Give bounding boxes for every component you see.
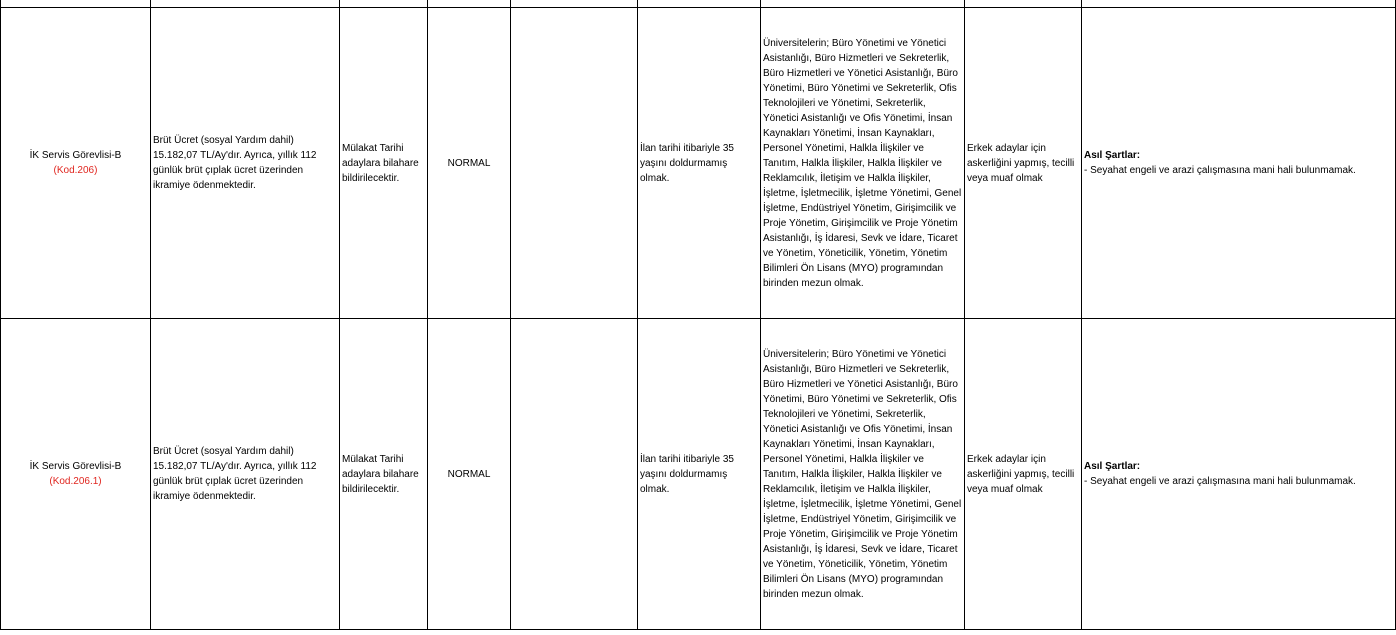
- cell-empty: [340, 0, 428, 8]
- conditions-title: Asıl Şartlar:: [1084, 461, 1141, 472]
- interview-cell: Mülakat Tarihi adaylara bilahare bildirilecektir.: [340, 8, 428, 319]
- empty-cell: [511, 319, 638, 630]
- age-cell: İlan tarihi itibariyle 35 yaşını doldurmamış olmak.: [638, 319, 761, 630]
- type-cell: NORMAL: [428, 8, 511, 319]
- conditions-text: - Seyahat engeli ve arazi çalışmasına mani hali bulunmamak.: [1084, 165, 1356, 176]
- position-code: (Kod.206.1): [49, 476, 102, 487]
- position-title: İK Servis Görevlisi-B: [29, 150, 122, 161]
- table-row: [1, 8, 1396, 319]
- conditions-title: Asıl Şartlar:: [1084, 150, 1141, 161]
- position-cell: [1, 319, 151, 630]
- military-cell: Erkek adaylar için askerliğini yapmış, tecilli veya muaf olmak: [965, 319, 1082, 630]
- previous-row-fragment: [1, 0, 1396, 8]
- education-cell: Üniversitelerin; Büro Yönetimi ve Yönetici Asistanlığı, Büro Hizmetleri ve Sekreterlik, Büro Hizmetleri ve Yönetici Asistanlığı, Büro Yönetimi, Büro Yönetimi ve Sekreterlik, Ofis Teknolojileri ve Yönetimi, Sekreterlik, Yönetici Asistanlığı ve Ofis Yönetimi, İnsan Kaynakları Yönetimi, İnsan Kaynakları, Personel Yönetimi, Halkla İlişkiler ve Tanıtım, Halkla İlişkiler, Halkla İlişkiler ve Reklamcılık, İletişim ve Halkla İlişkiler, İşletme, İşletmecilik, İşletme Yönetimi, Genel İşletme, Endüstriyel Yönetim, Girişimcilik ve Proje Yönetim, Girişimcilik ve Proje Yönetim Asistanlığı, İş İdaresi, Sevk ve İdare, Ticaret ve Yönetim, Yöneticilik, Yönetim, Yönetim Bilimleri Ön Lisans (MYO) programından birinden mezun olmak.: [761, 319, 965, 630]
- table-row: [1, 319, 1396, 630]
- conditions-cell: [1082, 8, 1396, 319]
- position-code: (Kod.206): [53, 165, 98, 176]
- cell-empty: [965, 0, 1082, 8]
- cell-empty: [511, 0, 638, 8]
- conditions-text: - Seyahat engeli ve arazi çalışmasına mani hali bulunmamak.: [1084, 476, 1356, 487]
- type-cell: NORMAL: [428, 319, 511, 630]
- cell-empty: [428, 0, 511, 8]
- interview-cell: Mülakat Tarihi adaylara bilahare bildirilecektir.: [340, 319, 428, 630]
- position-title: İK Servis Görevlisi-B: [29, 461, 122, 472]
- salary-cell: Brüt Ücret (sosyal Yardım dahil) 15.182,07 TL/Ay'dır. Ayrıca, yıllık 112 günlük brüt çıplak ücret üzerinden ikramiye ödenmektedir.: [151, 319, 340, 630]
- cell-empty: [761, 0, 965, 8]
- cell-empty: [1082, 0, 1396, 8]
- cell-empty: [638, 0, 761, 8]
- conditions-cell: [1082, 319, 1396, 630]
- education-cell: Üniversitelerin; Büro Yönetimi ve Yönetici Asistanlığı, Büro Hizmetleri ve Sekreterlik, Büro Hizmetleri ve Yönetici Asistanlığı, Büro Yönetimi, Büro Yönetimi ve Sekreterlik, Ofis Teknolojileri ve Yönetimi, Sekreterlik, Yönetici Asistanlığı ve Ofis Yönetimi, İnsan Kaynakları Yönetimi, İnsan Kaynakları, Personel Yönetimi, Halkla İlişkiler ve Tanıtım, Halkla İlişkiler, Halkla İlişkiler ve Reklamcılık, İletişim ve Halkla İlişkiler, İşletme, İşletmecilik, İşletme Yönetimi, Genel İşletme, Endüstriyel Yönetim, Girişimcilik ve Proje Yönetim, Girişimcilik ve Proje Yönetim Asistanlığı, İş İdaresi, Sevk ve İdare, Ticaret ve Yönetim, Yöneticilik, Yönetim, Yönetim Bilimleri Ön Lisans (MYO) programından birinden mezun olmak.: [761, 8, 965, 319]
- age-cell: İlan tarihi itibariyle 35 yaşını doldurmamış olmak.: [638, 8, 761, 319]
- position-cell: [1, 8, 151, 319]
- cell-empty: [1, 0, 151, 8]
- empty-cell: [511, 8, 638, 319]
- salary-cell: Brüt Ücret (sosyal Yardım dahil) 15.182,07 TL/Ay'dır. Ayrıca, yıllık 112 günlük brüt çıplak ücret üzerinden ikramiye ödenmektedir.: [151, 8, 340, 319]
- military-cell: Erkek adaylar için askerliğini yapmış, tecilli veya muaf olmak: [965, 8, 1082, 319]
- salary-cell: [151, 0, 340, 8]
